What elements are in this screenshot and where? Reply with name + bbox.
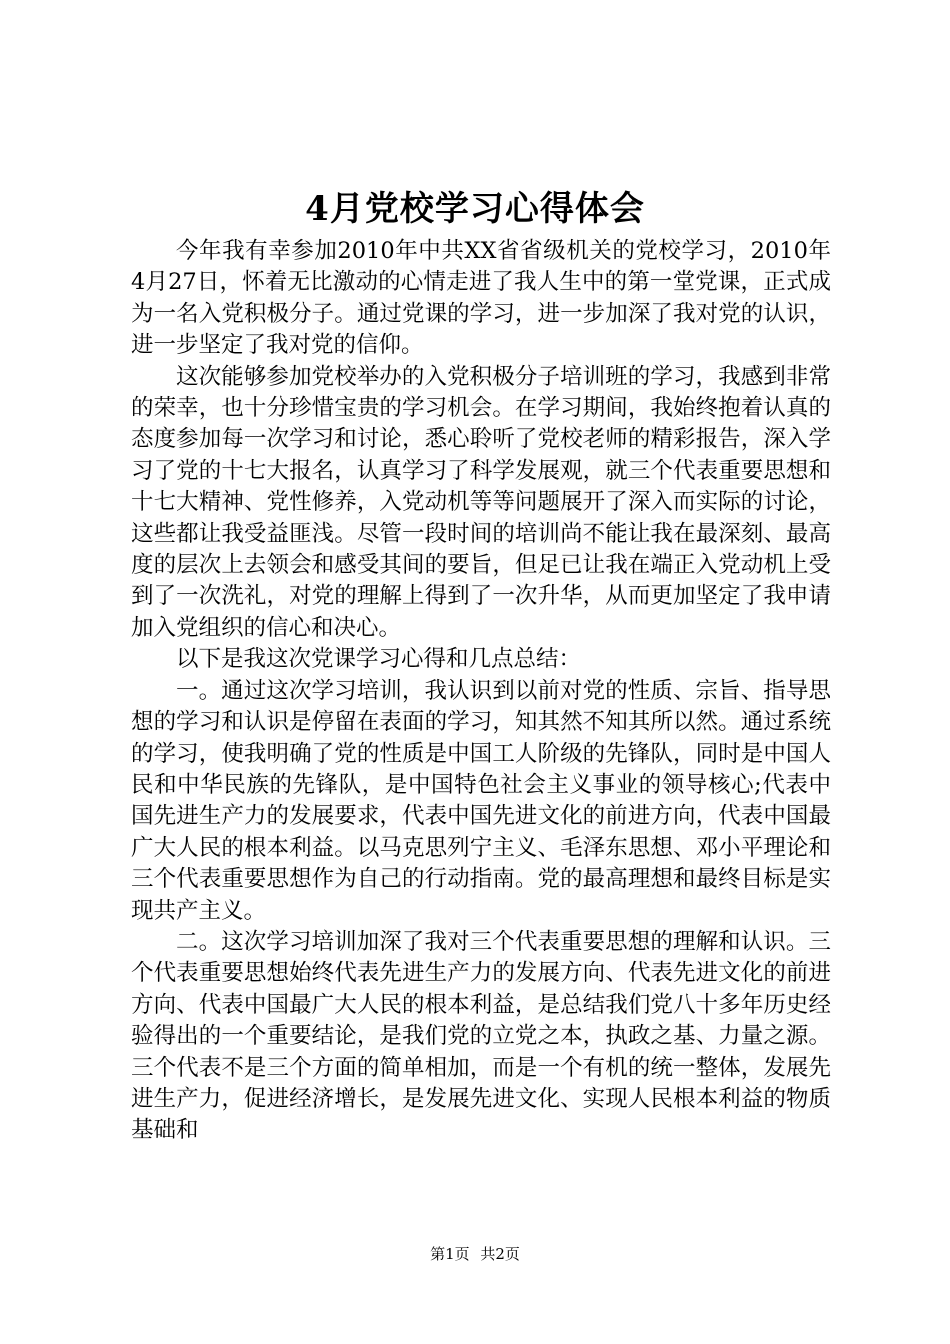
paragraph-point-one: 一。通过这次学习培训，我认识到以前对党的性质、宗旨、指导思想的学习和认识是停留在表面的学习，知其然不知其所以然。通过系统的学习，使我明确了党的性质是中国工人阶级的先锋队，同时是中国人民和中华民族的先锋队，是中国特色社会主义事业的领导核心;代表中国先进生产力的发展要求，代表中国先进文化的前进方向，代表中国最广大人民的根本利益。以马克思列宁主义、毛泽东思想、邓小平理论和三个代表重要思想作为自己的行动指南。党的最高理想和最终目标是实现共产主义。: [131, 677, 831, 924]
page-count: 共2页: [480, 1245, 520, 1263]
paragraph-intro: 今年我有幸参加2010年中共XX省省级机关的党校学习，2010年4月27日，怀着无比激动的心情走进了我人生中的第一堂党课，正式成为一名入党积极分子。通过党课的学习，进一步加深了我对党的认识，进一步坚定了我对党的信仰。: [131, 238, 831, 359]
paragraph-summary-intro: 以下是我这次党课学习心得和几点总结：: [176, 646, 582, 673]
paragraph-training: 这次能够参加党校举办的入党积极分子培训班的学习，我感到非常的荣幸，也十分珍惜宝贵的学习机会。在学习期间，我始终抱着认真的态度参加每一次学习和讨论，悉心聆听了党校老师的精彩报告，深入学习了党的十七大报名，认真学习了科学发展观，就三个代表重要思想和十七大精神、党性修养，入党动机等等问题展开了深入而实际的讨论，这些都让我受益匪浅。尽管一段时间的培训尚不能让我在最深刻、最高度的层次上去领会和感受其间的要旨，但足已让我在端正入党动机上受到了一次洗礼，对党的理解上得到了一次升华，从而更加坚定了我申请加入党组织的信心和决心。: [131, 363, 831, 641]
page-footer: [0, 1244, 950, 1264]
page-number: 第1页: [430, 1245, 470, 1263]
document-body: [131, 236, 831, 1147]
document-title: 4月党校学习心得体会: [305, 189, 645, 229]
paragraph-point-two: 二。这次学习培训加深了我对三个代表重要思想的理解和认识。三个代表重要思想始终代表先进生产力的发展方向、代表先进文化的前进方向、代表中国最广大人民的根本利益，是总结我们党八十多年历史经验得出的一个重要结论，是我们党的立党之本，执政之基、力量之源。三个代表不是三个方面的简单相加，而是一个有机的统一整体，发展先进生产力，促进经济增长，是发展先进文化、实现人民根本利益的物质基础和: [131, 928, 831, 1144]
